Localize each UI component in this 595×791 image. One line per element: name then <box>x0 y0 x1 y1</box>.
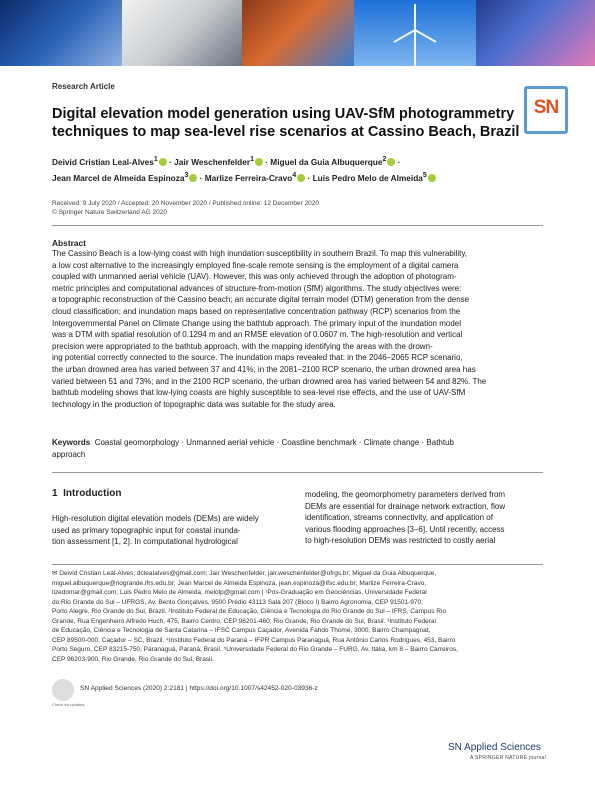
abstract-body <box>52 248 543 410</box>
affiliation-sup: 2 <box>382 156 387 163</box>
authors-line-1: Deivid Cristian Leal-Alves$^1$ · Jair Weschenfelder$^1$ · Miguel da Guia Albuquerque$^2$ · <box>52 156 401 167</box>
publisher-brand: A SPRINGER NATURE journal <box>470 755 547 761</box>
authors-line-2: Jean Marcel de Almeida Espinoza$^3$ · Marlize Ferreira-Cravo$^4$ · Luis Pedro Melo de Almeida$^5$ <box>52 169 532 185</box>
keywords-list: Coastal geomorphology · Unmanned aerial vehicle · Coastline benchmark · Climate change · Bathtub <box>94 438 454 447</box>
body-line: modeling, the geomorphometry parameters derived from <box>305 490 506 499</box>
banner-image-2 <box>122 0 242 66</box>
abstract-line: bathtub modeling shows that low-lying coasts are highly susceptible to sea-level rise effects, and the use of UAV-SfM <box>52 388 466 398</box>
abstract-line: Intergovernmental Panel on Climate Change using the bathtub approach. The primary input of the inundation model <box>52 318 461 328</box>
affiliation-sup: 1 <box>153 156 158 163</box>
header-banner <box>0 0 595 66</box>
banner-image-5 <box>476 0 595 66</box>
wind-turbine-icon <box>354 0 476 66</box>
keywords-list-cont: approach <box>52 449 86 459</box>
affiliation-sup: 3 <box>184 171 189 179</box>
body-line: identification, streams connectivity, and application of <box>305 513 493 523</box>
abstract-heading: Abstract <box>52 238 86 248</box>
footnote-line: CEP 96203-900, Rio Grande, Rio Grande do Sul, Brasil. <box>52 655 214 663</box>
affiliation-sup: 4 <box>292 171 297 179</box>
body-line: various flooding approaches [3–6]. Until recently, access <box>305 524 505 534</box>
orcid-icon[interactable] <box>159 158 167 166</box>
received-dates: Received: 9 July 2020 / Accepted: 20 November 2020 / Published online: 12 December 2020 <box>52 200 320 207</box>
title-line-2: techniques to map sea-level rise scenarios at Cassino Beach, Brazil <box>52 124 520 140</box>
author-name[interactable]: Jair Weschenfelder <box>174 156 251 167</box>
footnote-line: ✉ Deivid Cristian Leal-Alves, dcleaIalves@gmail.com; Jair Weschenfelder, jair.weschenfelder@ufrgs.br; Miguel da Guia Albuquerque, <box>52 570 437 577</box>
footnote-rule <box>52 564 543 565</box>
orcid-icon[interactable] <box>387 158 395 166</box>
abstract-line: The Cassino Beach is a low-lying coast with high inundation susceptibility in southern Brazil. To map this vulnerability, <box>52 249 468 258</box>
divider <box>52 472 543 473</box>
publication-dates <box>52 199 532 217</box>
body-line: DEMs are essential for drainage network extraction, flow <box>305 501 506 511</box>
author-name[interactable]: Luis Pedro Melo de Almeida <box>312 172 423 183</box>
body-line: to high-resolution DEMs was restricted to costly aerial <box>305 536 496 546</box>
orcid-icon[interactable] <box>255 158 263 166</box>
section-number: 1 <box>52 488 58 499</box>
footnote-line: Grande, Rua Engenheiro Alfredo Huch, 475, Bairro Centro, CEP 96201-460, Rio Grande, Rio Grande do Sul, Brasil. ³Instituto Federal <box>52 617 436 625</box>
banner-image-3 <box>242 0 354 66</box>
abstract-line: varied between 51 and 73%; and in the 2100 RCP scenario, the urban drowned area has varied between 54 and 82%. The <box>52 376 487 386</box>
body-line: High-resolution digital elevation models (DEMs) are widely <box>52 514 259 523</box>
footnote-line: CEP 89500-000, Caçador – SC, Brazil. ⁴Instituto Federal do Paraná – IFPR Campus Paranaguá, Rua Antônio Carlos Rodrigues, 453, Bairro <box>52 636 456 644</box>
author-name[interactable]: Miguel da Guia Albuquerque <box>270 156 383 167</box>
check-for-updates-label[interactable]: Check for updates <box>52 702 85 707</box>
abstract-line: technology in the production of topographic data was suitable for the study area. <box>52 399 336 409</box>
author-list <box>52 153 532 185</box>
abstract-line: ing potential correctly connected to the source. The inundation maps revealed that: in the 2046–2065 RCP scenario, <box>52 353 463 363</box>
abstract-line: a low cost alternative to the increasingly employed fine-scale remote sensing is the employment of a digital camera <box>52 260 459 270</box>
corresponding-author-footnote <box>52 569 547 664</box>
article-title <box>52 105 522 141</box>
keywords-label: Keywords <box>52 438 91 447</box>
abstract-section <box>52 238 543 410</box>
footnote-line: lizedomar@gmail.com; Luis Pedro Melo de Almeida, melolp@gmail.com | ¹Pós-Graduação em Geociências, Universidade Federal <box>52 589 427 596</box>
orcid-icon[interactable] <box>189 174 197 182</box>
sn-logo-text: SN <box>533 97 559 118</box>
section-heading-introduction <box>52 488 121 499</box>
journal-reference[interactable]: SN Applied Sciences (2020) 2:2181 | https://doi.org/10.1007/s42452-020-03936-z <box>80 685 318 692</box>
footnote-line: de Educação, Ciência e Tecnologia de Santa Catarina – IFSC Campus Caçador, Avenida Fahdo Thomé, 3000, Bairro Champagnat, <box>52 627 431 634</box>
intro-right-column <box>305 489 545 547</box>
author-name[interactable]: Marlize Ferreira-Cravo <box>204 172 293 183</box>
abstract-line: precision were appropriated to the bathtub approach, with the mapping identifying the areas with the drown- <box>52 341 433 351</box>
abstract-line: metric principles and computational advances of structure-from-motion (SfM) algorithms. The study objectives were: <box>52 283 462 293</box>
copyright-notice: © Springer Nature Switzerland AG 2020 <box>52 209 167 216</box>
footnote-line: Porto Seguro, CEP 83215-750, Paranaguá, Paraná, Brasil. ⁵Universidade Federal do Rio Grande – FURG, Av. Itália, km 8 – Bairro Carreiros, <box>52 646 458 653</box>
footnote-line: do Rio Grande do Sul – UFRGS, Av. Bento Gonçalves, 9500 Prédio 43113 Sala 207 (Bloco I) Bairro Agronomia, CEP 91501-970, <box>52 598 423 606</box>
banner-image-1 <box>0 0 122 66</box>
footnote-line: miguel.albuquerque@riogrande.ifrs.edu.br; Jean Marcel de Almeida Espinoza, jean.espinoza@ifsc.edu.br; Marlize Ferreira-Cravo, <box>52 579 427 587</box>
sn-logo <box>524 86 568 134</box>
abstract-line: was a DTM with spatial resolution of 0.1294 m and an RMSE elevation of 0.0607 m. The high-resolution and vertical <box>52 330 463 340</box>
abstract-line: cloud classification; and inundation maps based on representative concentration pathway (RCP) scenarios from the <box>52 306 461 316</box>
banner-image-wind-turbine <box>354 0 476 66</box>
article-type: Research Article <box>52 82 115 91</box>
keywords <box>52 437 543 460</box>
author-name[interactable]: Deivid Cristian Leal-Alves <box>52 156 154 167</box>
affiliation-sup: 5 <box>422 171 427 179</box>
orcid-icon[interactable] <box>428 174 436 182</box>
section-title: Introduction <box>63 488 122 499</box>
intro-left-column <box>52 513 290 548</box>
abstract-line: the urban drowned area has varied between 37 and 41%; in the 2081–2100 RCP scenario, the urban drowned area has <box>52 364 476 374</box>
divider <box>52 225 543 226</box>
affiliation-sup: 1 <box>250 156 254 163</box>
title-line-1: Digital elevation model generation using UAV-SfM photogrammetry <box>52 106 515 122</box>
abstract-line: coupled with unmanned aerial vehicle (UAV). However, this was only achieved through the adoption of photogram- <box>52 272 457 282</box>
author-name[interactable]: Jean Marcel de Almeida Espinoza <box>52 172 185 183</box>
orcid-icon[interactable] <box>297 174 305 182</box>
check-for-updates-icon[interactable] <box>52 679 74 701</box>
journal-brand: SN Applied Sciences <box>448 742 541 753</box>
body-line: tion assessment [1, 2]. In computational hydrological <box>52 537 238 547</box>
abstract-line: a topographic reconstruction of the Cassino beach; an accurate digital terrain model (DTM) generation from the dense <box>52 295 470 305</box>
body-line: used as primary topographic input for coastal inunda- <box>52 525 241 535</box>
footnote-line: Porto Alegre, Rio Grande do Sul, Brazil. ²Instituto Federal de Educação, Ciência e Tecnologia do Rio Grande do Sul – IFRS, Campus Rio <box>52 608 447 615</box>
